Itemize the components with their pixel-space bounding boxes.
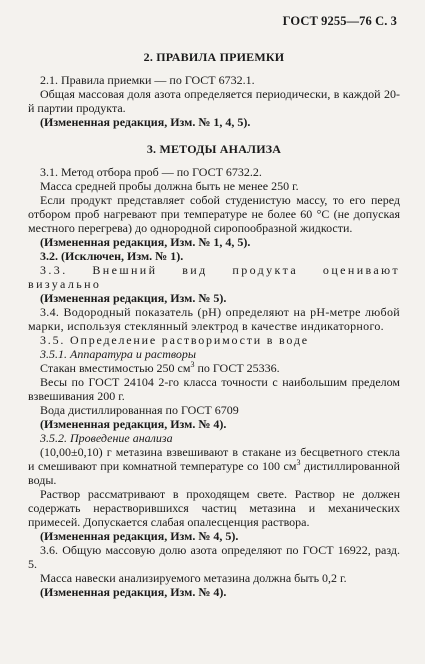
paragraph: Общая массовая доля азота определяется периодически, в каждой 20-й партии продукта. [28, 87, 400, 115]
clause-3-1: 3.1. Метод отбора проб — по ГОСТ 6732.2. [40, 165, 262, 179]
clause-3-5-1: 3.5.1. Аппаратура и растворы [40, 347, 197, 361]
paragraph [28, 361, 400, 375]
text: по ГОСТ 25336. [194, 361, 280, 375]
revision-note: (Измененная редакция, Изм. № 1, 4, 5). [40, 235, 251, 249]
page-header: ГОСТ 9255—76 С. 3 [282, 14, 397, 28]
page-content [28, 50, 400, 599]
revision-note: (Измененная редакция, Изм. № 4). [40, 417, 227, 431]
revision-note: (Измененная редакция, Изм. № 5). [40, 291, 227, 305]
clause-3-2: 3.2. (Исключен, Изм. № 1). [40, 249, 184, 263]
text: Стакан вместимостью 250 см [40, 361, 191, 375]
superscript: 3 [190, 360, 195, 369]
paragraph: Раствор рассматривают в проходящем свете. Раствор не должен содержать нерастворившихся частиц метазина и механических примесей. Допускается слабая опалесценция раствора. [28, 487, 400, 529]
clause-3-5-2: 3.5.2. Проведение анализа [40, 431, 173, 445]
revision-note: (Измененная редакция, Изм. № 1, 4, 5). [40, 115, 251, 129]
section-3-title: 3. МЕТОДЫ АНАЛИЗА [146, 142, 282, 156]
paragraph: Масса навески анализируемого метазина должна быть 0,2 г. [40, 571, 347, 585]
paragraph: Вода дистиллированная по ГОСТ 6709 [40, 403, 239, 417]
clause-3-4: 3.4. Водородный показатель (рН) определяют на рН-метре любой марки, используя стеклянный электрод в качестве индикаторного. [28, 305, 400, 333]
revision-note: (Измененная редакция, Изм. № 4, 5). [40, 529, 239, 543]
revision-note: (Измененная редакция, Изм. № 4). [40, 585, 227, 599]
paragraph: Масса средней пробы должна быть не менее 250 г. [40, 179, 299, 193]
clause-2-1: 2.1. Правила приемки — по ГОСТ 6732.1. [40, 73, 255, 87]
text: дистиллированной воды. [28, 459, 400, 487]
superscript: 3 [296, 458, 301, 467]
paragraph: Если продукт представляет собой студенистую массу, то его перед отбором проб нагревают при температуре не более 60 °С (не допуская местного перегрева) до однородной сиропообразной жидкости. [28, 193, 400, 235]
paragraph: Весы по ГОСТ 24104 2-го класса точности с наибольшим пределом взвешивания 200 г. [28, 375, 400, 403]
clause-3-6: 3.6. Общую массовую долю азота определяют по ГОСТ 16922, разд. 5. [28, 543, 400, 571]
text: (10,00±0,10) г метазина взвешивают в стакане из бесцветного стекла и смешивают при комнатной температуре со 100 см [28, 445, 400, 473]
section-2-title: 2. ПРАВИЛА ПРИЕМКИ [143, 50, 285, 64]
paragraph [28, 445, 400, 487]
clause-3-3: 3.3. Внешний вид продукта оценивают визуально [28, 263, 400, 291]
clause-3-5: 3.5. Определение растворимости в воде [40, 333, 309, 347]
